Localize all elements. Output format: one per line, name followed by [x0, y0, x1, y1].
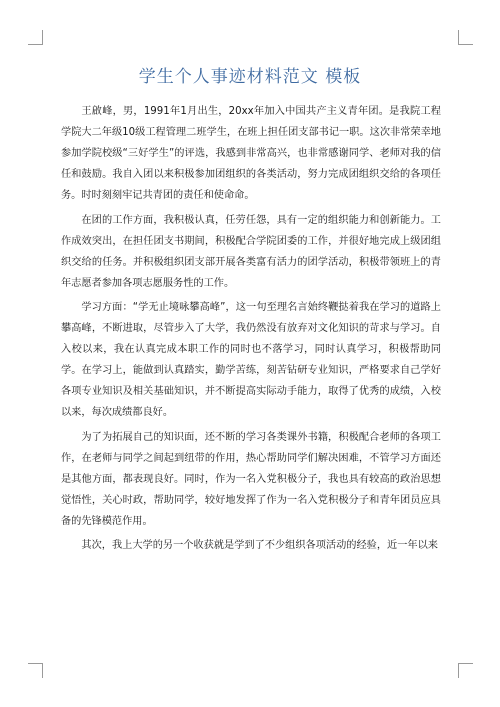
document-body	[61, 101, 441, 560]
paragraph-study: 学习方面：“学无止境咏攀高峰”，这一句至理名言始终鞭挞着我在学习的道路上攀高峰，不断进取，尽管步入了大学，我仍然没有放弃对文化知识的苛求与学习。自入校以来，我在认真完成本职工作的同时也不落学习，同时认真学习，积极帮助同学。在学习上，能做到认真踏实，勤学苦练，刻苦钻研专业知识，严格要求自己学好各项专业知识及相关基础知识，并不断提高实际动手能力，取得了优秀的成绩，入校以来，每次成绩都良好。	[61, 302, 441, 418]
crop-mark-bottom-right	[458, 663, 473, 678]
paragraph-activities: 其次，我上大学的另一个收获就是学到了不少组织各项活动的经验，近一年以来	[81, 540, 438, 551]
crop-mark-top-right	[458, 30, 473, 45]
document-title: 学生个人事迹材料范文 模板	[138, 67, 362, 87]
crop-mark-top-left	[28, 30, 43, 45]
paragraph-league-work: 在团的工作方面，我积极认真，任劳任怨，具有一定的组织能力和创新能力。工作成效突出，在担任团支书期间，积极配合学院团委的工作，并很好地完成上级团组织交给的任务。并积极组织团支部开展各类富有活力的团学活动，积极带领班上的青年志愿者参加各项志愿服务性的工作。	[61, 214, 441, 289]
paragraph-personal-info: 王啟峰，男，1991年1月出生，20xx年加入中国共产主义青年团。是我院工程学院大二年级10级工程管理二班学生，在班上担任团支部书记一职。这次非常荣幸地参加学院校级“三好学生”的评选，我感到非常高兴，也非常感谢同学、老师对我的信任和鼓励。我自入团以来积极参加团组织的各类活动，努力完成团组织交给的各项任务。时时刻刻牢记共青团的责任和使命命。	[61, 106, 441, 201]
crop-mark-bottom-left	[28, 663, 43, 678]
paragraph-knowledge: 为了为拓展自己的知识面，还不断的学习各类课外书籍，积极配合老师的各项工作，在老师与同学之间起到纽带的作用，热心帮助同学们解决困难，不管学习方面还是其他方面，都表现良好。同时，作为一名入党积极分子，我也具有较高的政治思想觉悟性，关心时政，帮助同学，较好地发挥了作为一名入党积极分子和青年团员应具备的先锋模范作用。	[61, 431, 441, 527]
